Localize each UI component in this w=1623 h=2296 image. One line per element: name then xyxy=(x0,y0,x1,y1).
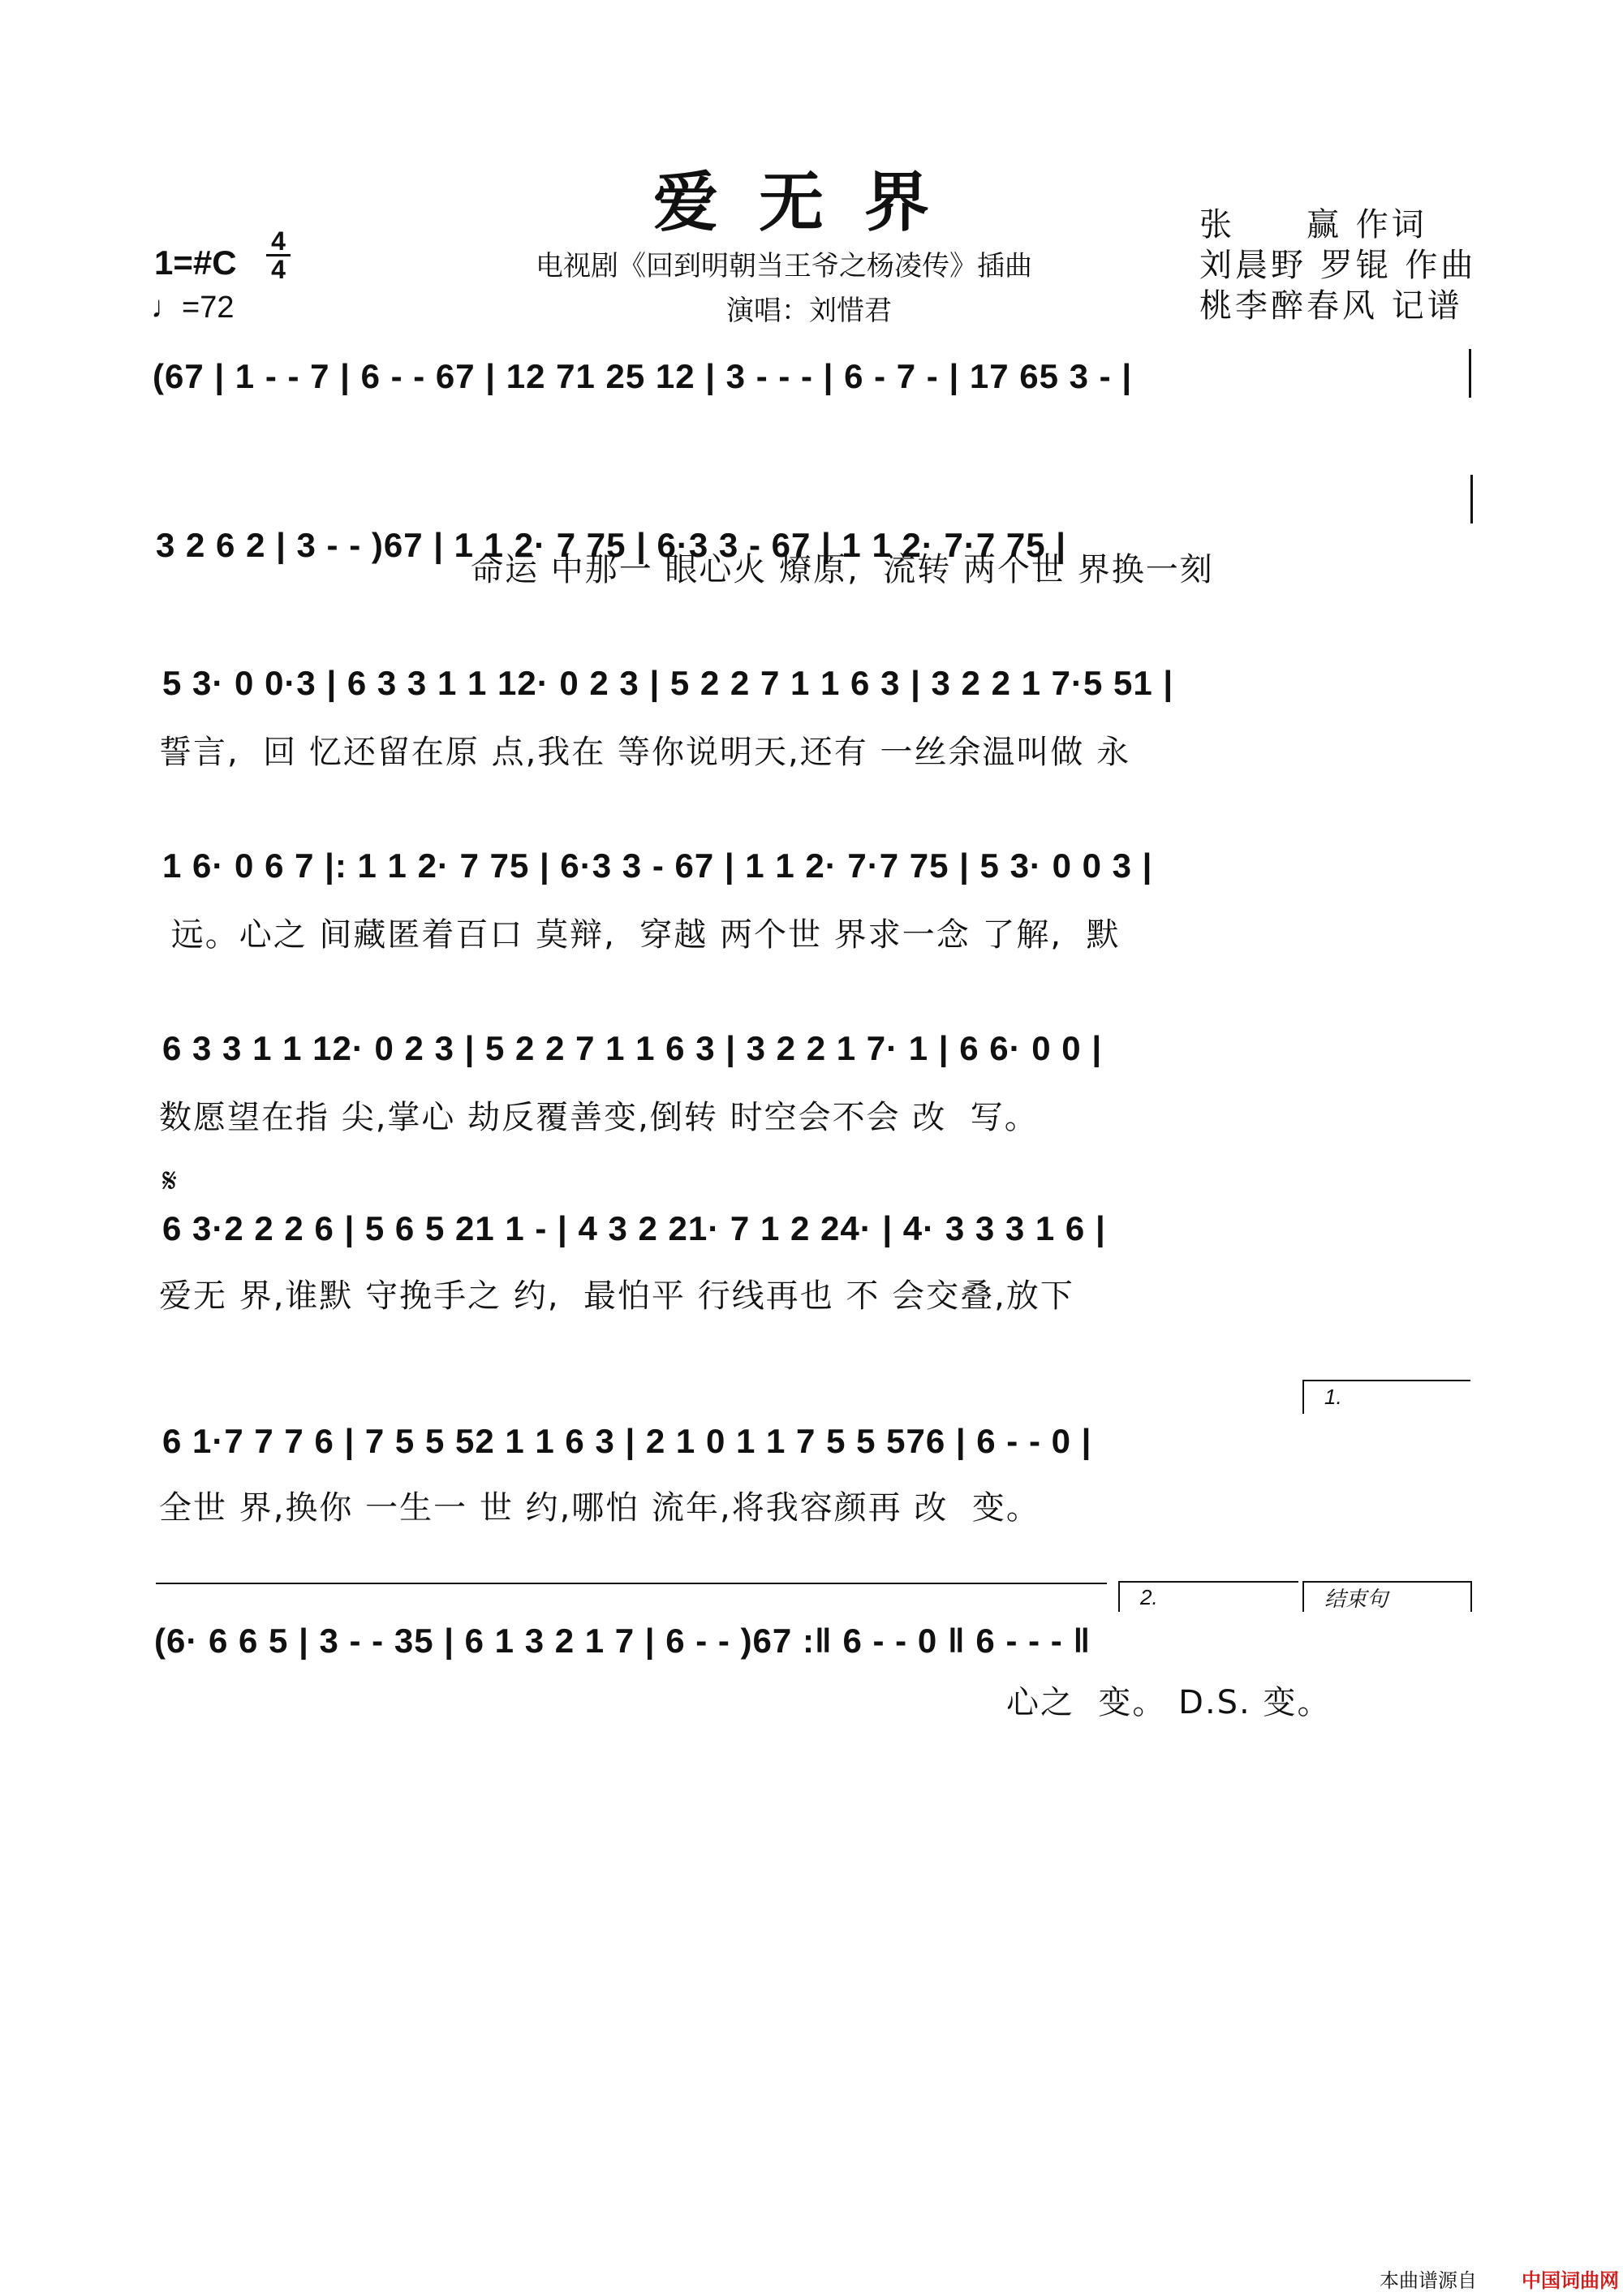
time-sig-bottom: 4 xyxy=(271,255,286,284)
site-name: 中国词曲网 xyxy=(1522,2269,1619,2292)
ending-label: 结束句 xyxy=(1324,1587,1388,1611)
score-line-3: 5 3· 0 0·3 | 6 3 3 1 1 12· 0 2 3 | 5 2 2 7 1 1 6 3 | 3 2 2 1 7·5 51 | xyxy=(162,664,1174,702)
tempo-mark: ♩=72 xyxy=(151,291,235,325)
score-line-1: (67 | 1 - - 7 | 6 - - 67 | 12 71 25 12 | 3 - - - | 6 - 7 - | 17 65 3 - | xyxy=(153,357,1133,395)
barline-end-2 xyxy=(1470,475,1473,523)
lyrics-line-7: 全世 界,换你 一生一 世 约,哪怕 流年,将我容颜再 改 变。 xyxy=(159,1489,1040,1527)
score-line-4: 1 6· 0 6 7 |: 1 1 2· 7 75 | 6·3 3 - 67 | 1 1 2· 7·7 75 | 5 3· 0 0 3 | xyxy=(162,846,1153,885)
lyrics-line-3: 誓言, 回 忆还留在原 点,我在 等你说明天,还有 一丝余温叫做 永 xyxy=(159,734,1131,771)
score-line-2: 3 2 6 2 | 3 - - )67 | 1 1 2· 7 75 | 6·3 3 - 67 | 1 1 2· 7·7 75 | xyxy=(156,526,1066,564)
time-signature xyxy=(266,226,291,284)
segno-sign: 𝄋 xyxy=(162,1161,178,1200)
transcriber-credit: 桃李醉春风 记谱 xyxy=(1199,287,1463,325)
singer: 演唱：刘惜君 xyxy=(726,295,892,327)
score-line-6: 6 3·2 2 2 6 | 5 6 5 21 1 - | 4 3 2 21· 7 1 2 24· | 4· 3 3 3 1 6 | xyxy=(162,1209,1106,1247)
lyrics-line-5: 数愿望在指 尖,掌心 劫反覆善变,倒转 时空会不会 改 写。 xyxy=(159,1099,1039,1136)
barline-end-1 xyxy=(1469,349,1471,398)
score-line-7: 6 1·7 7 7 6 | 7 5 5 52 1 1 6 3 | 2 1 0 1 1 7 5 5 576 | 6 - - 0 | xyxy=(162,1422,1092,1460)
lyrics-line-4: 远。心之 间藏匿着百口 莫辩, 穿越 两个世 界求一念 了解, 默 xyxy=(159,916,1121,954)
lyrics-line-8: 心之 变。 D.S. 变。 xyxy=(1006,1684,1332,1721)
source-note: 本曲谱源自 xyxy=(1380,2269,1477,2292)
volta-2-label: 2. xyxy=(1140,1585,1158,1609)
composer-credit: 刘晨野 罗锟 作曲 xyxy=(1199,247,1477,284)
lyricist-credit: 张 赢 作词 xyxy=(1199,206,1427,243)
volta-1-label: 1. xyxy=(1324,1385,1342,1409)
score-line-5: 6 3 3 1 1 12· 0 2 3 | 5 2 2 7 1 1 6 3 | 3 2 2 1 7· 1 | 6 6· 0 0 | xyxy=(162,1029,1103,1067)
score-line-8: (6· 6 6 5 | 3 - - 35 | 6 1 3 2 1 7 | 6 - - )67 :‖ 6 - - 0 ‖ 6 - - - ‖ xyxy=(154,1622,1091,1660)
interlude-rule xyxy=(156,1583,1107,1584)
lyrics-line-6: 爱无 界,谁默 守挽手之 约, 最怕平 行线再也 不 会交叠,放下 xyxy=(159,1277,1074,1315)
lyrics-line-2: 命运 中那一 眼心火 燎原, 流转 两个世 界换一刻 xyxy=(471,551,1214,588)
song-title: 爱无界 xyxy=(653,164,970,240)
subtitle: 电视剧《回到明朝当王爷之杨凌传》插曲 xyxy=(536,250,1032,282)
time-sig-top: 4 xyxy=(271,226,286,256)
key-signature: 1=#C xyxy=(154,243,237,282)
